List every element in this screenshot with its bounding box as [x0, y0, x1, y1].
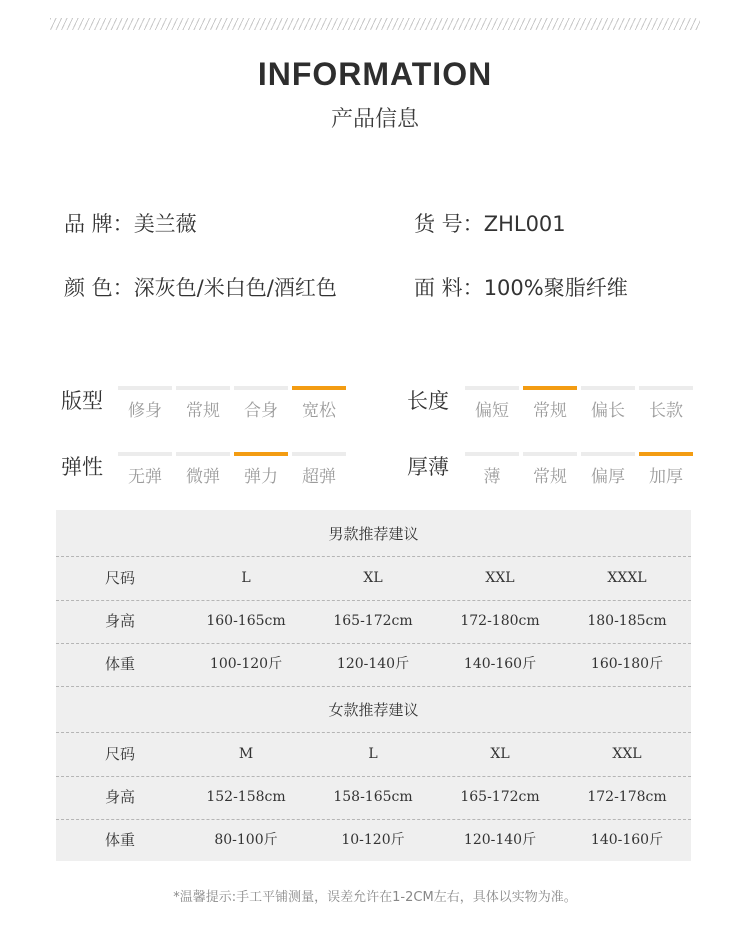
- fabric-label: 面 料：: [414, 276, 484, 300]
- table-row: [56, 643, 691, 686]
- thickness-label: 厚薄: [407, 455, 449, 479]
- table-cell: XXL: [612, 746, 642, 762]
- divider: [56, 686, 691, 687]
- item-no-label: 货 号：: [414, 212, 484, 236]
- decorative-hatch-line: [50, 18, 700, 30]
- thickness-option[interactable]: 薄: [465, 452, 519, 486]
- row-label: 体重: [104, 831, 135, 849]
- table-cell: 180-185cm: [587, 613, 667, 629]
- page-subtitle: 产品信息: [330, 107, 419, 132]
- table-cell: 80-100斤: [214, 832, 278, 848]
- item-no-field: [414, 208, 566, 238]
- fit-label: 版型: [61, 389, 103, 413]
- color-value: 深灰色/米白色/酒红色: [133, 276, 337, 300]
- table-cell: M: [238, 746, 254, 762]
- table-row: [56, 733, 691, 776]
- table-row: [56, 557, 691, 600]
- thickness-option[interactable]: 加厚: [639, 452, 693, 486]
- brand-field: [64, 208, 197, 238]
- table-cell: 165-172cm: [333, 613, 413, 629]
- length-option[interactable]: 常规: [523, 386, 577, 420]
- table-cell: 165-172cm: [460, 789, 540, 805]
- men-table-title: 男款推荐建议: [328, 525, 419, 543]
- table-cell: 10-120斤: [341, 832, 405, 848]
- table-cell: 120-140斤: [463, 832, 537, 848]
- table-row: [56, 600, 691, 643]
- table-cell: 160-165cm: [206, 613, 286, 629]
- table-cell: 100-120斤: [209, 656, 283, 672]
- table-cell: 140-160斤: [590, 832, 664, 848]
- thickness-option[interactable]: 偏厚: [581, 452, 635, 486]
- table-cell: 172-180cm: [460, 613, 540, 629]
- table-row: [56, 776, 691, 819]
- color-field: [64, 272, 337, 302]
- elasticity-label: 弹性: [61, 455, 103, 479]
- table-cell: L: [241, 570, 251, 586]
- table-cell: L: [368, 746, 378, 762]
- brand-label: 品 牌：: [64, 212, 134, 236]
- length-option[interactable]: 偏长: [581, 386, 635, 420]
- table-cell: XL: [490, 746, 510, 762]
- women-table-title: 女款推荐建议: [328, 701, 419, 719]
- fit-option[interactable]: 常规: [176, 386, 230, 420]
- table-cell: 120-140斤: [336, 656, 410, 672]
- table-cell: 140-160斤: [463, 656, 537, 672]
- table-cell: 172-178cm: [587, 789, 667, 805]
- table-cell: XXL: [485, 570, 515, 586]
- fabric-field: [414, 272, 628, 302]
- fit-option[interactable]: 修身: [118, 386, 172, 420]
- elasticity-option[interactable]: 超弹: [292, 452, 346, 486]
- brand-value: 美兰薇: [133, 212, 197, 236]
- item-no-value: ZHL001: [483, 212, 566, 236]
- fit-option[interactable]: 合身: [234, 386, 288, 420]
- table-row: [56, 819, 691, 862]
- color-label: 颜 色：: [64, 276, 134, 300]
- page-title: INFORMATION: [257, 56, 493, 92]
- length-label: 长度: [407, 389, 449, 413]
- fit-option[interactable]: 宽松: [292, 386, 346, 420]
- row-label: 尺码: [104, 569, 135, 587]
- elasticity-option[interactable]: 弹力: [234, 452, 288, 486]
- table-cell: 160-180斤: [590, 656, 664, 672]
- row-label: 体重: [104, 655, 135, 673]
- measurement-note: *温馨提示:手工平铺测量，误差允许在1-2CM左右，具体以实物为准。: [173, 890, 577, 905]
- size-table: [56, 510, 691, 861]
- table-cell: XL: [363, 570, 383, 586]
- row-label: 身高: [104, 612, 135, 630]
- row-label: 身高: [104, 788, 135, 806]
- table-cell: 152-158cm: [206, 789, 286, 805]
- row-label: 尺码: [104, 745, 135, 763]
- elasticity-option[interactable]: 微弹: [176, 452, 230, 486]
- fabric-value: 100%聚脂纤维: [483, 276, 628, 300]
- thickness-option[interactable]: 常规: [523, 452, 577, 486]
- table-cell: 158-165cm: [333, 789, 413, 805]
- table-cell: XXXL: [607, 570, 647, 586]
- length-option[interactable]: 长款: [639, 386, 693, 420]
- elasticity-option[interactable]: 无弹: [118, 452, 172, 486]
- length-option[interactable]: 偏短: [465, 386, 519, 420]
